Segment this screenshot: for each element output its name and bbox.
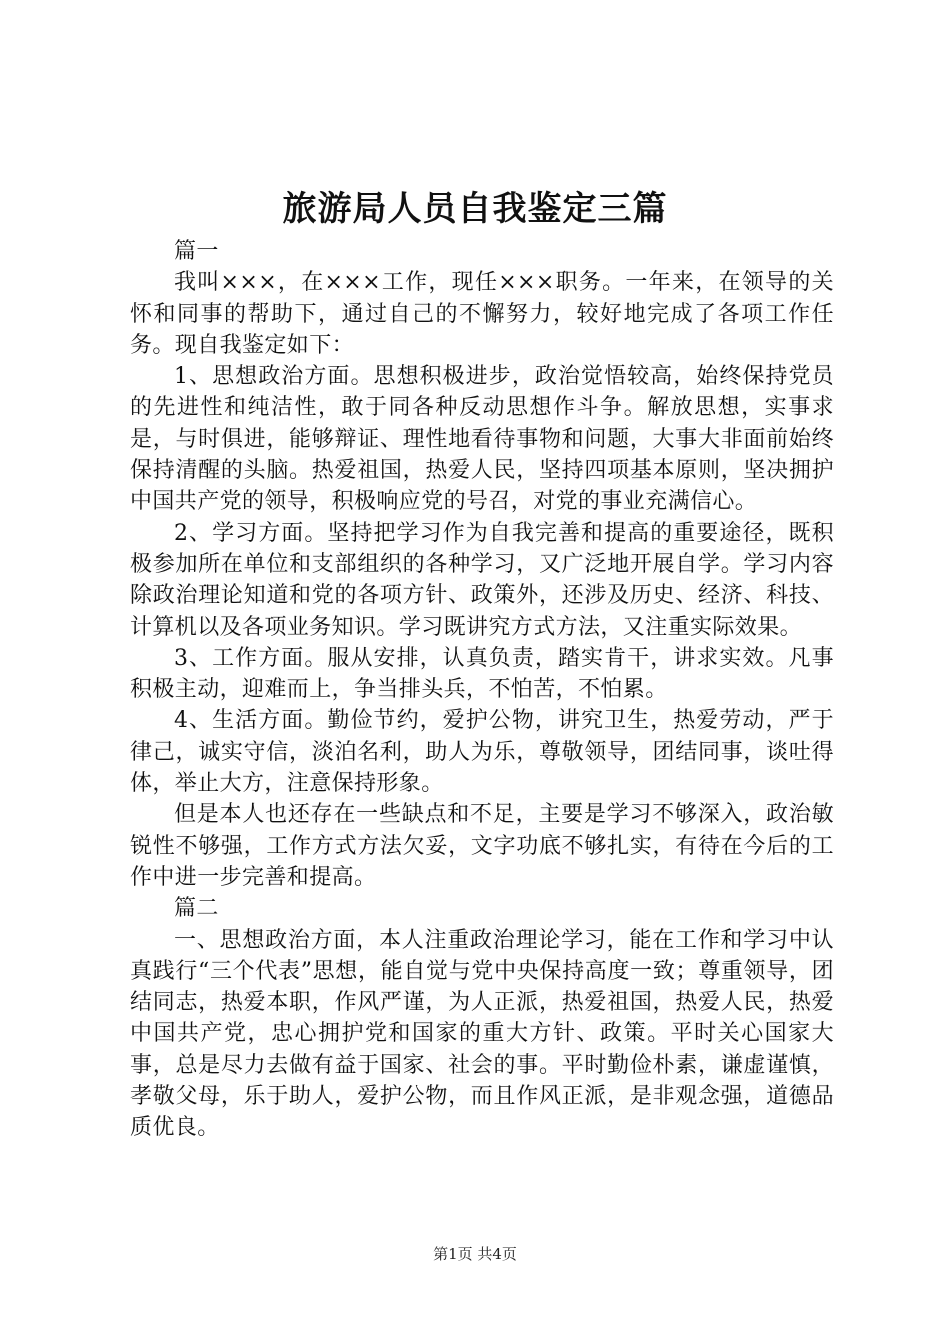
section-heading-1: 篇一 (174, 239, 219, 264)
paragraph-work: 3、工作方面。服从安排，认真负责，踏实肯干，讲求实效。凡事积极主动，迎难而上，争当排头兵，不怕苦，不怕累。 (130, 645, 834, 703)
paragraph-study: 2、学习方面。坚持把学习作为自我完善和提高的重要途径，既积极参加所在单位和支部组织的各种学习，又广泛地开展自学。学习内容除政治理论知道和党的各项方针、政策外，还涉及历史、经济、科技、计算机以及各项业务知识。学习既讲究方式方法，又注重实际效果。 (130, 520, 834, 640)
document-body (130, 236, 834, 1144)
paragraph-life: 4、生活方面。勤俭节约，爱护公物，讲究卫生，热爱劳动，严于律己，诚实守信，淡泊名利，助人为乐，尊敬领导，团结同事，谈吐得体，举止大方，注意保持形象。 (130, 708, 834, 797)
paragraph-intro: 我叫×××，在×××工作，现任×××职务。一年来，在领导的关怀和同事的帮助下，通过自己的不懈努力，较好地完成了各项工作任务。现自我鉴定如下： (130, 270, 834, 358)
paragraph-political: 1、思想政治方面。思想积极进步，政治觉悟较高，始终保持党员的先进性和纯洁性，敢于同各种反动思想作斗争。解放思想，实事求是，与时俱进，能够辩证、理性地看待事物和问题，大事大非面前始终保持清醒的头脑。热爱祖国，热爱人民，坚持四项基本原则，坚决拥护中国共产党的领导，积极响应党的号召，对党的事业充满信心。 (130, 364, 834, 515)
paragraph-political-2: 一、思想政治方面，本人注重政治理论学习，能在工作和学习中认真践行“三个代表”思想，能自觉与党中央保持高度一致；尊重领导，团结同志，热爱本职，作风严谨，为人正派，热爱祖国，热爱人民，热爱中国共产党，忠心拥护党和国家的重大方针、政策。平时关心国家大事，总是尽力去做有益于国家、社会的事。平时勤俭朴素，谦虚谨慎，孝敬父母，乐于助人，爱护公物，而且作风正派，是非观念强，道德品质优良。 (130, 927, 834, 1141)
page-number-footer: 第1页 共4页 (433, 1245, 517, 1263)
section-heading-2: 篇二 (174, 896, 219, 922)
document-title: 旅游局人员自我鉴定三篇 (282, 189, 668, 229)
paragraph-shortcomings: 但是本人也还存在一些缺点和不足，主要是学习不够深入，政治敏锐性不够强，工作方式方法欠妥，文字功底不够扎实，有待在今后的工作中进一步完善和提高。 (130, 802, 834, 890)
